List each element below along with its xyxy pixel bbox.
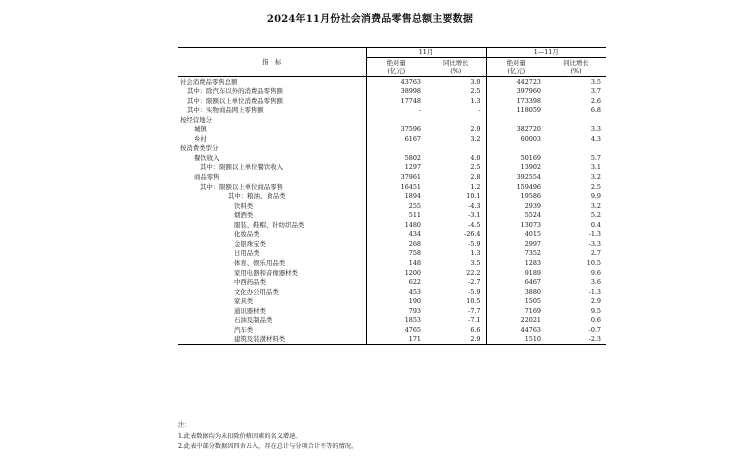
month-abs-cell: 511 — [366, 211, 426, 221]
month-abs-cell: 38998 — [366, 87, 426, 97]
month-yoy-cell: 2.8 — [470, 173, 481, 182]
table-row — [178, 182, 606, 192]
month-abs-cell: 255 — [366, 201, 426, 211]
ytd-yoy-cell: -2.3 — [546, 335, 606, 345]
month-abs-cell: 758 — [366, 249, 426, 259]
ytd-abs-cell: 6467 — [486, 277, 546, 287]
ytd-yoy-cell: -0.7 — [588, 325, 601, 334]
ytd-abs-cell: 392554 — [486, 172, 546, 182]
month-yoy-cell: 2.9 — [426, 335, 486, 345]
month-abs-cell: 190 — [366, 297, 426, 307]
indicator-cell: 其中：限额以上单位商品零售 — [200, 182, 284, 191]
month-abs-cell: 793 — [366, 306, 426, 316]
indicator-cell: 建筑及装潢材料类 — [178, 335, 366, 345]
indicator-cell: 社会消费品零售总额 — [180, 77, 238, 86]
indicator-cell: 城镇 — [194, 125, 207, 134]
month-yoy-cell: - — [478, 106, 481, 115]
ytd-yoy-cell: 6.8 — [590, 106, 601, 115]
month-yoy-cell: 4.0 — [470, 153, 481, 162]
table-row — [178, 230, 606, 240]
month-abs-cell: 37596 — [366, 125, 426, 135]
month-yoy-cell: 1.3 — [470, 249, 481, 258]
month-abs-cell: 622 — [366, 277, 426, 287]
month-yoy-cell — [426, 144, 486, 154]
indicator-cell: 餐饮收入 — [194, 153, 220, 162]
table-row — [178, 201, 606, 211]
month-abs-cell: - — [366, 106, 426, 116]
ytd-abs-cell: 19586 — [486, 192, 546, 202]
ytd-abs-cell: 173398 — [486, 96, 546, 106]
month-abs-cell: 268 — [366, 239, 426, 249]
table-row — [178, 297, 606, 307]
ytd-abs-cell: 1283 — [486, 258, 546, 268]
ytd-abs-cell: 3880 — [486, 287, 546, 297]
month-abs-cell — [366, 115, 426, 125]
ytd-yoy-cell: 0.4 — [590, 220, 601, 229]
table-row — [178, 87, 606, 97]
indicator-cell: 服装、鞋帽、针纺织品类 — [234, 220, 305, 229]
indicator-cell: 通讯器材类 — [234, 306, 266, 315]
indicator-cell: 其中：实物商品网上零售额 — [187, 106, 264, 115]
table-row — [178, 211, 606, 221]
month-abs-cell: 1853 — [366, 316, 426, 326]
indicator-cell: 乡村 — [194, 134, 207, 143]
month-abs-cell: 6167 — [366, 134, 426, 144]
ytd-abs-cell: 1510 — [486, 335, 546, 345]
table-row — [178, 96, 606, 106]
ytd-abs-cell: 118059 — [486, 106, 546, 116]
ytd-abs-cell: 7169 — [486, 306, 546, 316]
indicator-header: 指 标 — [178, 48, 366, 77]
ytd-abs-cell: 2997 — [486, 239, 546, 249]
ytd-abs-cell: 7352 — [486, 249, 546, 259]
month-abs-cell: 4765 — [366, 325, 426, 335]
notes-heading: 注： — [178, 422, 191, 429]
indicator-cell: 石油及制品类 — [234, 316, 273, 325]
month-abs-cell: 37961 — [366, 172, 426, 182]
month-abs-cell: 453 — [366, 287, 426, 297]
ytd-yoy-cell: 3.7 — [590, 87, 601, 96]
month-yoy-cell: -4.5 — [468, 220, 481, 229]
indicator-cell: 文化办公用品类 — [234, 287, 279, 296]
indicator-cell: 家具类 — [234, 297, 254, 306]
ytd-yoy-cell: 3.3 — [590, 125, 601, 134]
ytd-yoy-cell: -3.3 — [588, 239, 601, 248]
note-2: 2.此表中部分数据因四舍五入，存在总计与分项合计不等的情况。 — [178, 443, 358, 450]
ytd-header: 1—11月 — [486, 48, 606, 58]
indicator-cell: 金银珠宝类 — [234, 239, 266, 248]
retail-data-table — [178, 47, 606, 345]
indicator-cell: 汽车类 — [234, 325, 254, 334]
ytd-abs-cell: 382720 — [486, 125, 546, 135]
ytd-abs-cell: 442723 — [486, 77, 546, 87]
table-row — [178, 287, 606, 297]
month-yoy-cell: 10.5 — [466, 297, 481, 306]
ytd-yoy-cell: 3.5 — [590, 77, 601, 86]
table-row — [178, 258, 606, 268]
table-row — [178, 134, 606, 144]
table-row — [178, 325, 606, 335]
month-abs-cell: 17748 — [366, 96, 426, 106]
ytd-yoy-cell: -1.3 — [588, 230, 601, 239]
month-yoy-cell: 3.2 — [470, 134, 481, 143]
month-abs-cell: 1200 — [366, 268, 426, 278]
ytd-abs-cell: 60003 — [486, 134, 546, 144]
ytd-yoy-cell: 3.1 — [590, 163, 601, 172]
month-yoy-cell: -5.9 — [468, 287, 481, 296]
ytd-abs-cell: 50169 — [486, 153, 546, 163]
indicator-cell: 家用电器和音像器材类 — [234, 268, 298, 277]
month-abs-cell: 148 — [366, 258, 426, 268]
notes — [178, 421, 357, 453]
indicator-cell: 其中：粮油、食品类 — [228, 192, 286, 201]
month-yoy-cell: 2.9 — [470, 125, 481, 134]
month-yoy-cell: 3.0 — [470, 77, 481, 86]
table-header — [178, 48, 606, 77]
month-yoy-cell: -4.3 — [468, 201, 481, 210]
month-abs-cell: 434 — [366, 230, 426, 240]
month-yoy-cell: 1.2 — [470, 182, 481, 191]
table-row — [178, 220, 606, 230]
indicator-cell: 其中：限额以上单位消费品零售额 — [187, 96, 283, 105]
ytd-yoy-cell: 2.7 — [590, 249, 601, 258]
ytd-abs-header: 绝对量 (亿元) — [486, 58, 546, 77]
table-row — [178, 106, 606, 116]
month-yoy-cell: 6.6 — [470, 325, 481, 334]
ytd-yoy-cell: 5.2 — [590, 211, 601, 220]
table-row — [178, 77, 606, 87]
indicator-cell: 化妆品类 — [234, 230, 260, 239]
month-yoy-cell: -7.7 — [468, 306, 481, 315]
table-row — [178, 144, 606, 154]
indicator-cell: 烟酒类 — [234, 211, 254, 220]
month-yoy-cell: -2.7 — [468, 278, 481, 287]
note-1: 1.此表数据均为未扣除价格因素的名义增速。 — [178, 432, 302, 440]
month-abs-cell: 1297 — [366, 163, 426, 173]
ytd-abs-cell: 4015 — [486, 230, 546, 240]
ytd-abs-cell: 44763 — [486, 325, 546, 335]
month-abs-cell: 1894 — [366, 192, 426, 202]
table-row — [178, 163, 606, 173]
month-abs-cell: 1480 — [366, 220, 426, 230]
table-row — [178, 335, 606, 345]
ytd-abs-cell: 13902 — [486, 163, 546, 173]
table-row — [178, 316, 606, 326]
ytd-yoy-cell: 3.2 — [590, 201, 601, 210]
month-abs-cell: 16451 — [366, 182, 426, 192]
month-yoy-cell: 22.2 — [466, 268, 481, 277]
ytd-yoy-cell: 2.6 — [590, 96, 601, 105]
ytd-abs-cell: 159496 — [486, 182, 546, 192]
indicator-cell: 饮料类 — [234, 201, 254, 210]
ytd-abs-cell — [486, 115, 546, 125]
table-row — [178, 239, 606, 249]
ytd-yoy-cell: 9.9 — [590, 192, 601, 201]
ytd-yoy-cell: 9.5 — [590, 306, 601, 315]
ytd-yoy-cell: 9.6 — [590, 268, 601, 277]
month-yoy-cell: -26.4 — [464, 230, 481, 239]
month-header: 11月 — [366, 48, 486, 58]
month-yoy-cell — [426, 115, 486, 125]
month-abs-cell: 171 — [366, 335, 426, 345]
month-yoy-cell: -7.1 — [468, 316, 481, 325]
ytd-abs-cell: 9189 — [486, 268, 546, 278]
month-abs-cell: 5802 — [366, 153, 426, 163]
ytd-abs-cell: 397960 — [486, 87, 546, 97]
month-yoy-cell: 3.5 — [470, 258, 481, 267]
ytd-yoy-cell: 2.5 — [590, 182, 601, 191]
month-yoy-cell: 1.3 — [470, 96, 481, 105]
ytd-abs-cell — [486, 144, 546, 154]
ytd-yoy-cell — [546, 115, 606, 125]
indicator-cell: 日用品类 — [234, 249, 260, 258]
ytd-yoy-cell: 3.6 — [590, 278, 601, 287]
table-row — [178, 172, 606, 182]
indicator-cell: 体育、娱乐用品类 — [234, 258, 286, 267]
month-abs-cell — [366, 144, 426, 154]
table-row — [178, 192, 606, 202]
indicator-cell: 中西药品类 — [234, 278, 266, 287]
month-yoy-cell: -3.1 — [468, 211, 481, 220]
month-yoy-header: 同比增长 (%) — [426, 58, 486, 77]
ytd-yoy-cell: 5.7 — [590, 153, 601, 162]
table-row — [178, 125, 606, 135]
table-row — [178, 306, 606, 316]
month-yoy-cell: 10.1 — [466, 192, 481, 201]
table-row — [178, 277, 606, 287]
table-row — [178, 268, 606, 278]
month-abs-cell: 43763 — [366, 77, 426, 87]
indicator-cell: 其中：限额以上单位餐饮收入 — [200, 163, 284, 172]
ytd-abs-cell: 22021 — [486, 316, 546, 326]
ytd-yoy-cell: 4.3 — [590, 134, 601, 143]
indicator-cell: 按经营地分 — [180, 115, 212, 124]
indicator-cell: 其中：除汽车以外的消费品零售额 — [187, 87, 283, 96]
page-title: 2024年11月份社会消费品零售总额主要数据 — [266, 14, 474, 25]
month-yoy-cell: 2.5 — [470, 163, 481, 172]
table-row — [178, 115, 606, 125]
ytd-yoy-header: 同比增长 (%) — [546, 58, 606, 77]
month-abs-header: 绝对量 (亿元) — [366, 58, 426, 77]
ytd-yoy-cell: -1.3 — [588, 287, 601, 296]
ytd-abs-cell: 2939 — [486, 201, 546, 211]
ytd-yoy-cell: 3.2 — [590, 173, 601, 182]
ytd-abs-cell: 13073 — [486, 220, 546, 230]
ytd-yoy-cell — [546, 144, 606, 154]
ytd-abs-cell: 5524 — [486, 211, 546, 221]
ytd-yoy-cell: 10.5 — [586, 258, 601, 267]
table-row — [178, 153, 606, 163]
indicator-cell: 按消费类型分 — [180, 144, 219, 153]
month-yoy-cell: 2.5 — [470, 87, 481, 96]
table-body — [178, 77, 606, 345]
indicator-cell: 商品零售 — [194, 173, 220, 182]
ytd-abs-cell: 1505 — [486, 297, 546, 307]
ytd-yoy-cell: 2.9 — [590, 297, 601, 306]
table-row — [178, 249, 606, 259]
month-yoy-cell: -5.9 — [468, 239, 481, 248]
ytd-yoy-cell: 0.6 — [590, 316, 601, 325]
